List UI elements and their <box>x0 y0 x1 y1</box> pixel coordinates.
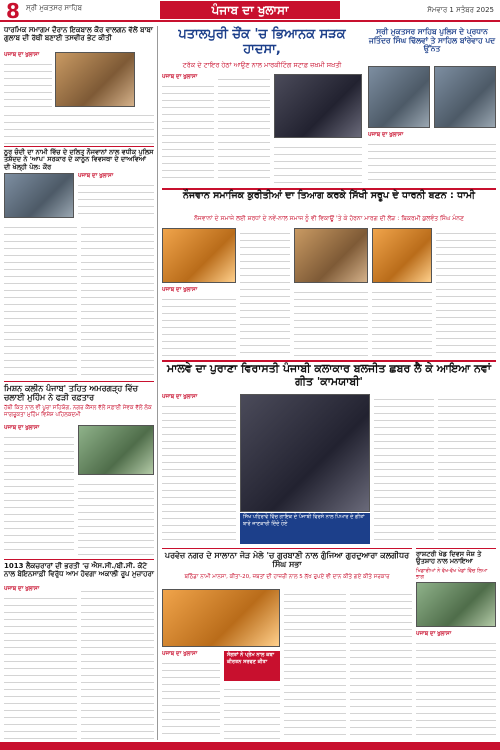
subhead-right-bottom: ਖਿਡਾਰੀਆਂ ਨੇ ਵੱਖ-ਵੱਖ ਖੇਡਾਂ ਵਿੱਚ ਲਿਆ ਭਾਗ <box>416 568 488 580</box>
article-center-bottom-col1 <box>162 651 220 740</box>
article-left-bottom-col2 <box>78 479 154 555</box>
article-center-col1 <box>162 287 236 357</box>
headline-right-bottom: ਰਾਸ਼ਟਰੀ ਖੇਡ ਦਿਵਸ ਜੋਸ਼ ਤੇ ਉਤਸ਼ਾਹ ਨਾਲ ਮਨਾਇਆ <box>416 550 482 566</box>
article-center-col3 <box>294 287 368 357</box>
article-left-top-text <box>4 52 52 107</box>
article-right-top-text <box>368 132 496 184</box>
byline: ਪੰਜਾਬ ਦਾ ਖੁਲਾਸਾ <box>368 132 496 139</box>
article-center-bottom-col4 <box>350 589 412 740</box>
headline-center: ਨੌਜਵਾਨ ਸਮਾਜਿਕ ਕੁਰੀਤੀਆਂ ਦਾ ਤਿਆਗ ਕਰਕੇ ਸਿੱਖੀ ਸਰੂਪ ਦੇ ਧਾਰਨੀ ਬਣਨ : ਧਾਮੀ <box>183 190 475 201</box>
article-left-foot-col2 <box>81 586 154 740</box>
article-right-bottom-text <box>416 631 496 740</box>
article-left-mid-col2 <box>81 222 154 377</box>
article-left-foot-col1 <box>4 586 77 740</box>
page-number: 8 <box>6 0 20 23</box>
divider <box>416 548 496 549</box>
divider <box>162 548 412 549</box>
photo-sikh-gathering <box>162 228 236 283</box>
callout-box: ਸੰਗਤਾਂ ਨੇ ਪ੍ਰੇਮ ਨਾਲ ਕਥਾ ਕੀਰਤਨ ਸਰਵਣ ਕੀਤਾ <box>224 651 280 681</box>
byline: ਪੰਜਾਬ ਦਾ ਖੁਲਾਸਾ <box>162 74 214 81</box>
column-divider <box>157 26 158 740</box>
byline: ਪੰਜਾਬ ਦਾ ਖੁਲਾਸਾ <box>162 287 236 294</box>
article-center-bottom-col2 <box>224 684 280 740</box>
paper-name: ਪੰਜਾਬ ਦਾ ਖੁਲਾਸਾ <box>160 1 340 19</box>
article-center-bottom-col3 <box>284 589 346 740</box>
byline: ਪੰਜਾਬ ਦਾ ਖੁਲਾਸਾ <box>4 586 77 593</box>
article-song-col3 <box>438 394 496 544</box>
photo-religious-event <box>55 52 135 107</box>
footer-bar <box>0 742 500 750</box>
subhead-center-bottom: ਬਠਿੰਡਾ ਨਾਮੀ ਮਾਨਸਾ, ਕੀਤਾ-20, ਜ਼ਬਤਾਂ ਦੀ ਹਾਜ਼ਰੀ ਨਾਲ 5 ਲੱਖ ਰੁਪਏ ਵੀ ਦਾਨ ਕੀਤੇ ਗਏ ਕੀਤੇ ਸਰਕਾਰ <box>184 574 390 580</box>
article-left-bottom-col1 <box>4 425 74 555</box>
article-left-mid-text <box>78 173 154 218</box>
divider <box>4 559 154 560</box>
byline: ਪੰਜਾਬ ਦਾ ਖੁਲਾਸਾ <box>78 173 154 180</box>
headline-left-top: ਧਾਰਮਿਕ ਸਮਾਗਮ ਦੌਰਾਨ ਇਕਬਾਲ ਕੌਰ ਵਾਲਗਨ ਵੱਲੋਂ ਬਾਬਾ ਗੁਲਾਬ ਦੀ ਰੱਥੀ ਬਣਾਈ ਤਸਵੀਰ ਭੇਟ ਕੀਤੀ <box>4 26 153 43</box>
article-left-top-text-2 <box>4 110 154 145</box>
article-center-col2 <box>240 228 290 357</box>
byline: ਪੰਜਾਬ ਦਾ ਖੁਲਾਸਾ <box>162 651 220 658</box>
headline-left-foot: 1013 ਲੈਕਚਰਾਰਾਂ ਦੀ ਭਰਤੀ 'ਚ ਐਸ.ਸੀ./ਬੀ.ਸੀ. ਕੋਟੇ ਨਾਲ ਬੇਇਨਸਾਫ਼ੀ ਵਿਰੁੱਧ ਆਮ ਹੋਵਗਾ ਅਕਾਲੀ ਰੂਪ ਮੁਜ਼ਾਹਰਾ <box>4 562 154 579</box>
headline-song: ਮਾਲਵੇ ਦਾ ਪੁਰਾਣਾ ਵਿਰਾਸਤੀ ਪੰਜਾਬੀ ਕਲਾਕਾਰ ਬਲਜੀਤ ਛਬਰ ਲੈ ਕੇ ਆਇਆ ਨਵਾਂ ਗੀਤ 'ਕਾਮਯਾਬੀ' <box>167 362 491 388</box>
article-lead-col2 <box>218 74 270 184</box>
article-left-mid-col1 <box>4 222 77 377</box>
photo-cleanliness-drive <box>78 425 154 475</box>
headline-left-bottom: ਮਿਸ਼ਨ ਕਲੀਨ ਪੰਜਾਬ' ਤਹਿਤ ਅਮਰਗੜ੍ਹ ਵਿੱਚ ਚਲਾਈ ਮੁਹਿੰਮ ਨੇ ਫੜੀ ਰਫ਼ਤਾਰ <box>4 384 138 403</box>
divider <box>4 146 154 147</box>
article-center-col5 <box>436 228 496 357</box>
article-center-col4 <box>372 287 432 357</box>
subhead-lead: ਟਰੱਕ ਦੇ ਟਾਇਰ ਹੇਠਾਂ ਆਉਣ ਨਾਲ ਮਾਰਕੀਟਿੰਗ ਸਟਾਫ਼ ਜ਼ਖ਼ਮੀ ਸਖ਼ਤੀ <box>182 61 342 69</box>
subhead-left-bottom: ਹੱਥੀ ਕਿਤ ਨਾਲ ਵੀ ਪੂਰਾ ਸਹਿਯੋਗ, ਨਗਰ ਕੌਂਸਲ ਵੱਲੋਂ ਸਫ਼ਾਈ ਸੇਵਕ ਵੱਲੋਂ ਲੋਕ ਜਾਗਰੂਕਤਾ ਮੁਹਿੰਮ ਵਿਸ਼ੇਸ਼ ਪਹਿਲਕਦਮੀ <box>4 405 152 418</box>
byline: ਪੰਜਾਬ ਦਾ ਖੁਲਾਸਾ <box>416 631 496 638</box>
byline: ਪੰਜਾਬ ਦਾ ਖੁਲਾਸਾ <box>4 425 74 432</box>
photo-gurdwara-fair <box>162 589 280 647</box>
photo-officer-2 <box>434 66 496 128</box>
headline-center-bottom: ਪਰਵੇਜ਼ ਨਗਰ ਦੇ ਸਾਲਾਨਾ ਜੋੜ ਮੇਲੇ 'ਚ ਗੁਰਬਾਣੀ ਨਾਲ ਗੁੰਜਿਆ ਗੁਰਦੁਆਰਾ ਕਲਗੀਧਰ ਸਿੰਘ ਸਭਾ <box>164 551 410 570</box>
photo-road-accident <box>274 74 362 138</box>
headline-lead: ਪਤਾਲਪੁਰੀ ਚੌਂਕ 'ਚ ਭਿਆਨਕ ਸੜਕ ਹਾਦਸਾ, <box>178 27 346 57</box>
photo-caption-singer: ਸਿੱਖ ਪਹਿਰਾਵੇ ਵਿੱਚ ਗਾਇਕ ਦੇ ਪੰਜਾਬੀ ਵਿਰਸੇ ਨਾਲ ਪਿਆਰ ਦੇ ਗੀਤਾਂ ਬਾਰੇ ਜਾਣਕਾਰੀ ਦਿੰਦੇ ਹੋਏ <box>240 513 370 544</box>
masthead-date: ਸੋਮਵਾਰ 1 ਸਤੰਬਰ 2025 <box>427 6 494 14</box>
article-lead-col1 <box>162 74 214 184</box>
photo-officer-1 <box>368 66 430 128</box>
headline-right-top: ਸ੍ਰੀ ਮੁਕਤਸਰ ਸਾਹਿਬ ਪੁਲਿਸ ਦੇ ਪ੍ਰਧਾਨ ਜਤਿੰਦਰ ਸਿੰਘ ਢਿੱਲਵਾਂ ਤੇ ਸਾਹਿਲ ਬਾਂਰੇਵਾਹ ਪਦ ਉੱਨਤ <box>368 27 496 54</box>
photo-stage-honour <box>294 228 368 283</box>
photo-ceremony <box>372 228 432 283</box>
subhead-center: ਨੌਜਵਾਨਾਂ ਦੇ ਸਮਾਜੇ ਲਈ ਸ਼ਰਧਾਂ ਦੇ ਨਵੇਂ-ਨਾਲ ਸਮਾਜ ਨੂੰ ਵੀ ਵਿਕਾਊਂ 'ਤੇ ਕੇ ਹੋਰਨਾ ਮਾਰਗ ਦੀ ਲੋੜ : ਬਿਕਰਮੀ ਕੁਲਵੰਤ ਸਿੰਘ ਮੰਨਣ <box>194 215 464 222</box>
masthead-city: ਸ੍ਰੀ ਮੁਕਤਸਰ ਸਾਹਿਬ <box>26 4 83 12</box>
photo-sports-day <box>416 582 496 627</box>
byline: ਪੰਜਾਬ ਦਾ ਖੁਲਾਸਾ <box>4 52 52 59</box>
article-song-col2 <box>374 394 434 544</box>
byline: ਪੰਜਾਬ ਦਾ ਖੁਲਾਸਾ <box>162 394 236 401</box>
headline-left-mid: ਨੂਰ ਚੰਦੀ ਦਾ ਨਾਮੀ ਵਿੱਚ ਦੇ ਦਲਿਤ ਨੌਜਵਾਨਾਂ ਨਾਲ ਵਧੀਕ ਪੁਲਿਸ ਤਸ਼ੱਦਦ ਨੇ 'ਆਪ' ਸਰਕਾਰ ਦੇ ਕਾਨੂੰਨ ਵਿਵਸਥਾ ਦੇ ਦਾਅਵਿਆਂ ਦੀ ਖੋਲ੍ਹੀ ਪੋਲ: ਕੌਰ <box>4 148 154 171</box>
photo-protest <box>4 173 74 218</box>
photo-singer <box>240 394 370 512</box>
article-song-col1 <box>162 394 236 544</box>
divider <box>4 381 154 382</box>
article-lead-col3 <box>274 142 362 184</box>
